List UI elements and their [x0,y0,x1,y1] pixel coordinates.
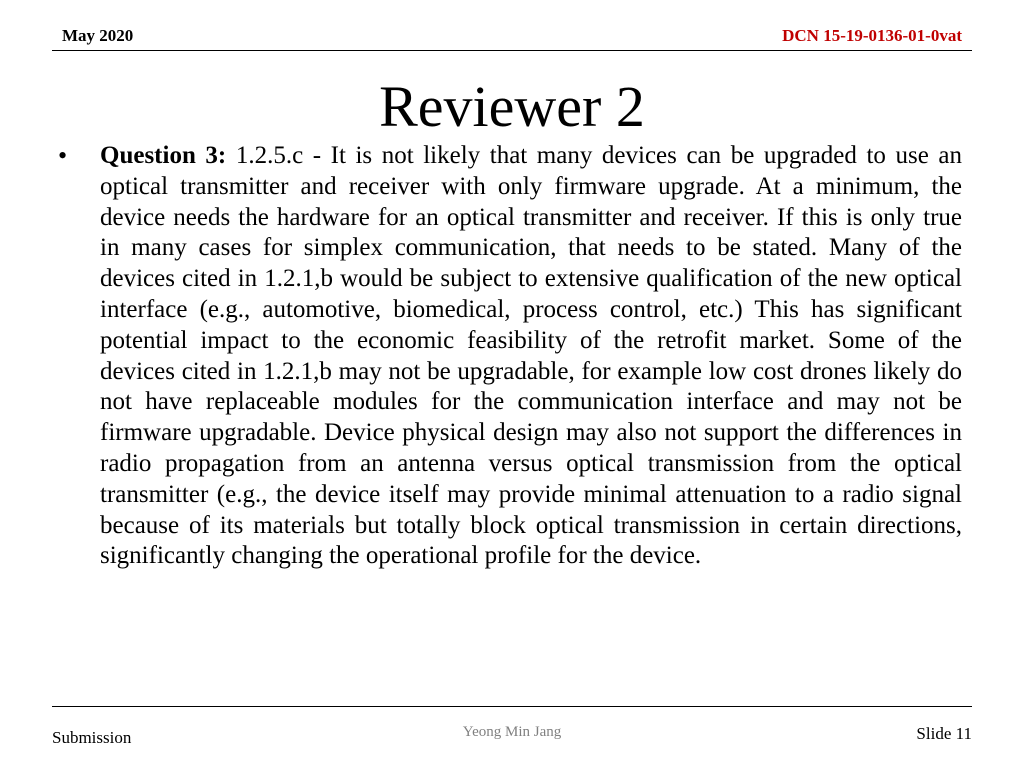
footer-author: Yeong Min Jang [462,724,562,740]
footer-divider [52,706,972,707]
header-divider [52,50,972,51]
slide-title: Reviewer 2 [379,74,645,139]
bullet-text: 1.2.5.c - It is not likely that many devices can be upgraded to use an optical transmitter and receiver with only firmware upgrade. At a minimum, the device needs the hardware for an optical transmitter and receiver. If this is only true in many cases for simplex communication, that needs to be stated. Many of the devices cited in 1.2.1,b would be subject to extensive qualification of the new optical interface (e.g., automotive, biomedical, process control, etc.) This has significant potential impact to the economic feasibility of the retrofit market. Some of the devices cited in 1.2.1,b may not be upgradable, for example low cost drones likely do not have replaceable modules for the communication interface and may not be firmware upgradable. Device physical design may also not support the differences in radio propagation from an antenna versus optical transmission from the optical transmitter (e.g., the device itself may provide minimal attenuation to a radio signal because of its materials but totally block optical transmission in certain directions, significantly changing the operational profile for the device. [100,142,962,570]
footer-slide-number: Slide 11 [916,724,972,743]
bullet-label: Question 3: [100,142,227,169]
bullet-marker: • [58,141,68,170]
footer-submission: Submission [52,728,132,747]
bullet-paragraph [100,141,962,572]
header-document-number: DCN 15-19-0136-01-0vat [782,26,962,45]
header-date: May 2020 [62,26,134,45]
